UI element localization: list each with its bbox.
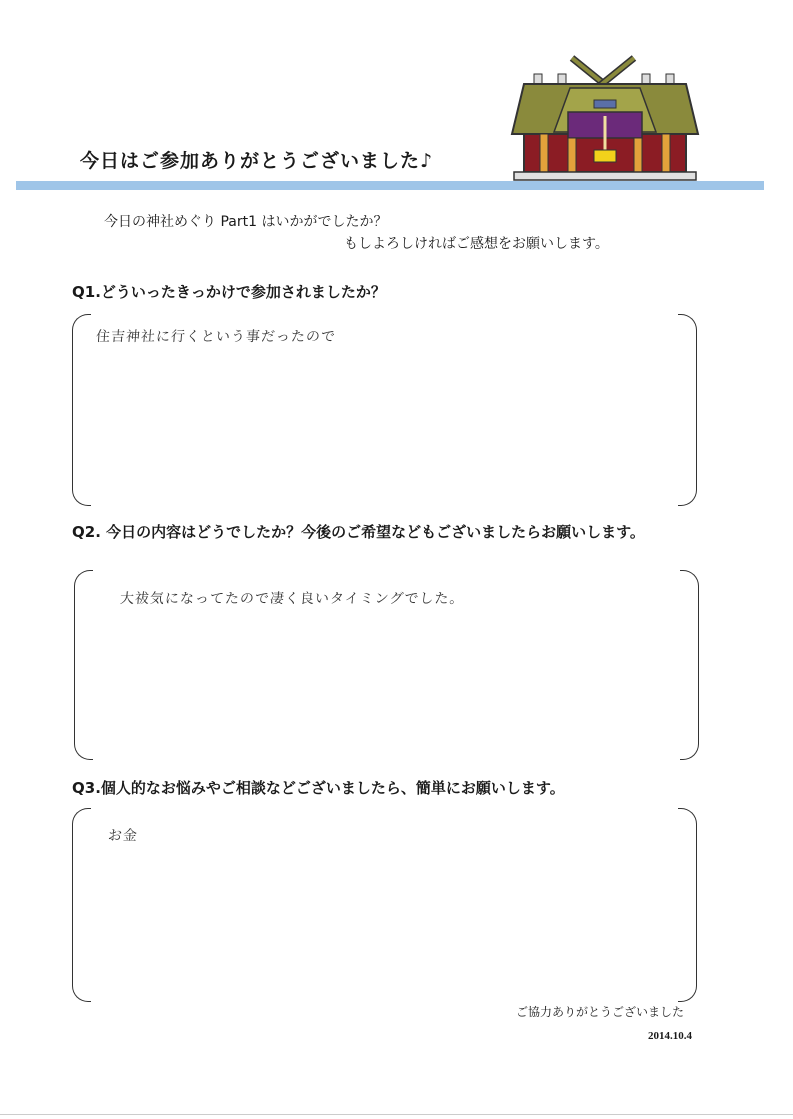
intro-line-2: もしよろしければご感想をお願いします。 <box>344 236 609 252</box>
question-2-label: Q2. 今日の内容はどうでしたか？今後のご希望などもございましたらお願いします。 <box>72 523 645 541</box>
answer-box-3-right-bracket <box>678 808 697 1002</box>
question-3-label: Q3.個人的なお悩みやご相談などございましたら、簡単にお願いします。 <box>72 779 565 797</box>
intro-line-1: 今日の神社めぐり Part1 はいかがでしたか？ <box>104 214 388 230</box>
answer-box-1-left-bracket <box>72 314 91 506</box>
header-divider-band <box>16 181 764 190</box>
answer-2-text: 大祓気になってたので凄く良いタイミングでした。 <box>119 591 465 607</box>
survey-date: 2014.10.4 <box>648 1030 692 1042</box>
answer-1-text: 住吉神社に行くという事だったので <box>95 329 337 345</box>
page-bottom-edge <box>0 1114 793 1115</box>
answer-box-3-left-bracket <box>72 808 91 1002</box>
answer-3-text: お金 <box>107 828 139 844</box>
answer-box-2-left-bracket <box>74 570 93 760</box>
question-1-label: Q1.どういったきっかけで参加されましたか？ <box>72 283 386 301</box>
page-title: 今日はご参加ありがとうございました♪ <box>80 150 434 172</box>
shrine-illustration-icon <box>510 54 700 182</box>
thanks-note: ご協力ありがとうございました <box>516 1005 685 1019</box>
answer-box-2-right-bracket <box>680 570 699 760</box>
answer-box-1-right-bracket <box>678 314 697 506</box>
